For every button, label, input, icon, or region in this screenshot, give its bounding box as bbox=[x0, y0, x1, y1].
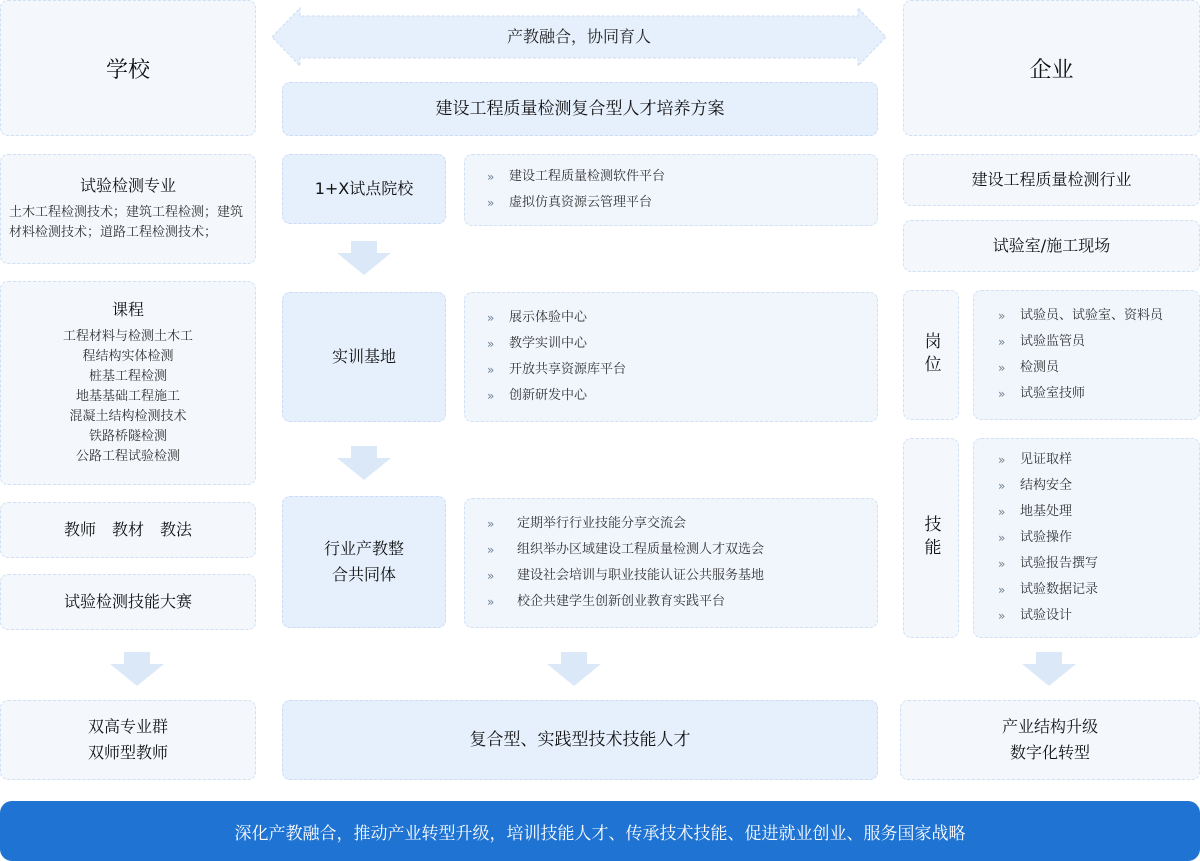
list-item-text: 试验员、试验室、资料员 bbox=[1020, 308, 1164, 323]
list-item-text: 建设工程质量检测软件平台 bbox=[509, 169, 666, 184]
double-chevron-right-icon: » bbox=[998, 309, 1005, 323]
list-item bbox=[487, 589, 877, 615]
teachers-text: 教师 教材 教法 bbox=[63, 520, 192, 539]
list-item-text: 地基处理 bbox=[1020, 504, 1073, 519]
list-item-text: 试验操作 bbox=[1020, 530, 1073, 545]
double-chevron-right-icon: » bbox=[998, 361, 1005, 375]
arrow-down-icon bbox=[337, 446, 391, 480]
enterprise-result-line2: 数字化转型 bbox=[1009, 743, 1090, 762]
list-item bbox=[998, 303, 1199, 329]
course-item: 混凝土结构检测技术 bbox=[69, 409, 187, 424]
contest-text: 试验检测技能大赛 bbox=[63, 592, 192, 611]
list-item-text: 创新研发中心 bbox=[509, 388, 588, 403]
training-plan-text: 建设工程质量检测复合型人才培养方案 bbox=[435, 99, 725, 119]
contest-box bbox=[0, 574, 256, 630]
site-box bbox=[903, 220, 1200, 272]
list-item bbox=[998, 447, 1199, 473]
list-item bbox=[998, 525, 1199, 551]
pilot-school-text: 1+X试点院校 bbox=[314, 179, 414, 198]
double-chevron-right-icon: » bbox=[998, 335, 1005, 349]
enterprise-title: 企业 bbox=[1029, 57, 1074, 83]
list-item bbox=[998, 381, 1199, 407]
school-result-line2: 双师型教师 bbox=[87, 743, 168, 762]
skill-list bbox=[973, 438, 1200, 638]
list-item-text: 虚拟仿真资源云管理平台 bbox=[509, 195, 653, 210]
list-item bbox=[487, 357, 877, 383]
list-item-text: 展示体验中心 bbox=[509, 310, 588, 325]
list-item-text: 检测员 bbox=[1020, 360, 1060, 375]
list-item-text: 结构安全 bbox=[1020, 478, 1073, 493]
list-item bbox=[487, 383, 877, 409]
double-chevron-right-icon: » bbox=[998, 609, 1005, 623]
school-title: 学校 bbox=[105, 57, 150, 83]
double-chevron-right-icon: » bbox=[487, 311, 494, 325]
double-chevron-right-icon: » bbox=[487, 569, 494, 583]
list-item bbox=[998, 473, 1199, 499]
skill-label: 技能 bbox=[920, 515, 941, 561]
site-text: 试验室/施工现场 bbox=[992, 236, 1111, 255]
double-chevron-right-icon: » bbox=[487, 363, 494, 377]
double-chevron-right-icon: » bbox=[487, 517, 494, 531]
double-chevron-right-icon: » bbox=[998, 453, 1005, 467]
training-base-text: 实训基地 bbox=[331, 347, 396, 366]
list-item bbox=[487, 563, 877, 589]
pilot-school-box bbox=[282, 154, 446, 224]
strategy-banner-text: 深化产教融合，推动产业转型升级，培训技能人才、传承技术技能、促进就业创业、服务国家战略 bbox=[234, 823, 966, 844]
list-item-text: 教学实训中心 bbox=[509, 336, 588, 351]
arrow-down-icon bbox=[337, 241, 391, 275]
course-item: 程结构实体检测 bbox=[82, 349, 174, 364]
major-box bbox=[0, 154, 256, 264]
double-chevron-right-icon: » bbox=[998, 583, 1005, 597]
double-chevron-right-icon: » bbox=[487, 389, 494, 403]
arrow-down-icon bbox=[1022, 652, 1076, 686]
list-item-text: 见证取样 bbox=[1020, 452, 1073, 467]
enterprise-result-line1: 产业结构升级 bbox=[1001, 717, 1098, 736]
double-chevron-right-icon: » bbox=[998, 531, 1005, 545]
list-item-text: 开放共享资源库平台 bbox=[509, 362, 627, 377]
base-list bbox=[464, 292, 878, 422]
course-item: 工程材料与检测土木工 bbox=[62, 329, 193, 344]
double-chevron-right-icon: » bbox=[487, 196, 494, 210]
course-title: 课程 bbox=[111, 300, 144, 319]
teachers-box bbox=[0, 502, 256, 558]
list-item bbox=[998, 355, 1199, 381]
course-item: 地基基础工程施工 bbox=[75, 389, 180, 404]
list-item-text: 试验室技师 bbox=[1020, 386, 1086, 401]
double-chevron-right-icon: » bbox=[487, 595, 494, 609]
post-label-box bbox=[903, 290, 959, 420]
list-item bbox=[998, 603, 1199, 629]
list-item bbox=[998, 551, 1199, 577]
double-chevron-right-icon: » bbox=[487, 337, 494, 351]
collaboration-text: 产教融合，协同育人 bbox=[506, 27, 651, 46]
industry-community-box bbox=[282, 496, 446, 628]
list-item bbox=[998, 499, 1199, 525]
community-list bbox=[464, 498, 878, 628]
list-item-text: 定期举行行业技能分享交流会 bbox=[517, 516, 687, 531]
community-line1: 行业产教整 bbox=[323, 539, 404, 558]
community-line2: 合共同体 bbox=[331, 565, 396, 584]
arrow-down-icon bbox=[110, 652, 164, 686]
school-header bbox=[0, 0, 256, 136]
list-item-text: 组织举办区域建设工程质量检测人才双选会 bbox=[517, 542, 765, 557]
major-desc: 土木工程检测技术；建筑工程检测；建筑材料检测技术；道路工程检测技术； bbox=[9, 205, 244, 240]
school-result-line1: 双高专业群 bbox=[87, 717, 168, 736]
talent-result-text: 复合型、实践型技术技能人才 bbox=[469, 730, 691, 750]
school-result bbox=[0, 700, 256, 780]
list-item-text: 建设社会培训与职业技能认证公共服务基地 bbox=[517, 568, 765, 583]
course-item: 桩基工程检测 bbox=[88, 369, 167, 384]
list-item bbox=[487, 305, 877, 331]
post-label: 岗位 bbox=[920, 332, 941, 378]
collaboration-arrow bbox=[272, 6, 886, 68]
list-item-text: 试验监管员 bbox=[1020, 334, 1086, 349]
major-title: 试验检测专业 bbox=[79, 176, 176, 195]
talent-result bbox=[282, 700, 878, 780]
double-chevron-right-icon: » bbox=[998, 387, 1005, 401]
list-item-text: 试验设计 bbox=[1020, 608, 1073, 623]
list-item bbox=[487, 190, 877, 216]
arrow-down-icon bbox=[547, 652, 601, 686]
skill-label-box bbox=[903, 438, 959, 638]
course-box bbox=[0, 281, 256, 485]
industry-box bbox=[903, 154, 1200, 206]
enterprise-header bbox=[903, 0, 1200, 136]
list-item-text: 试验数据记录 bbox=[1020, 582, 1099, 597]
list-item bbox=[998, 329, 1199, 355]
list-item-text: 校企共建学生创新创业教育实践平台 bbox=[517, 594, 726, 609]
list-item bbox=[487, 164, 877, 190]
list-item-text: 试验报告撰写 bbox=[1020, 556, 1099, 571]
training-plan bbox=[282, 82, 878, 136]
list-item bbox=[487, 537, 877, 563]
post-list bbox=[973, 290, 1200, 420]
double-chevron-right-icon: » bbox=[998, 557, 1005, 571]
training-base-box bbox=[282, 292, 446, 422]
enterprise-result bbox=[900, 700, 1200, 780]
list-item bbox=[487, 511, 877, 537]
double-chevron-right-icon: » bbox=[998, 479, 1005, 493]
double-chevron-right-icon: » bbox=[487, 543, 494, 557]
strategy-banner bbox=[0, 801, 1200, 861]
industry-text: 建设工程质量检测行业 bbox=[971, 170, 1132, 189]
double-chevron-right-icon: » bbox=[998, 505, 1005, 519]
list-item bbox=[998, 577, 1199, 603]
course-item: 公路工程试验检测 bbox=[75, 449, 180, 464]
list-item bbox=[487, 331, 877, 357]
double-chevron-right-icon: » bbox=[487, 170, 494, 184]
course-item: 铁路桥隧检测 bbox=[88, 429, 167, 444]
pilot-list bbox=[464, 154, 878, 226]
